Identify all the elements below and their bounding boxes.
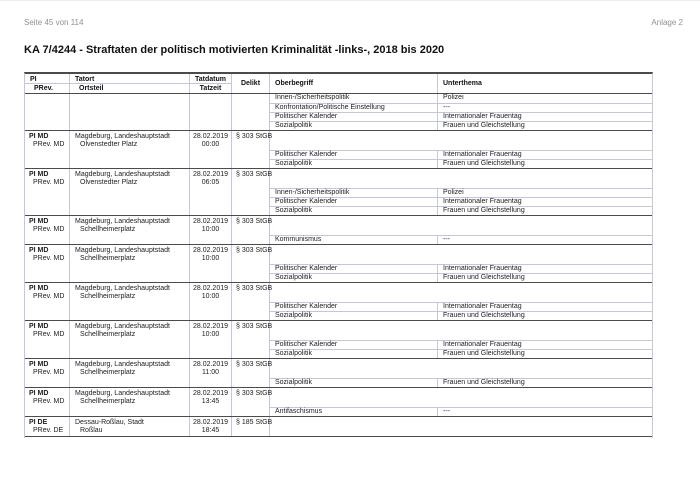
header-label-oberbegriff: Oberbegriff	[275, 80, 314, 87]
unterthema-cell: ---	[443, 104, 450, 111]
incident-table	[24, 72, 653, 438]
topics-header-gap	[270, 388, 653, 407]
tatdatum-cell	[190, 94, 232, 130]
incident-block	[25, 283, 652, 321]
tatort-cell	[70, 216, 190, 244]
oberbegriff-cell: Kommunismus	[270, 236, 438, 244]
pi-cell	[25, 94, 70, 130]
topic-row	[270, 407, 653, 416]
oberbegriff-cell: Politischer Kalender	[270, 198, 438, 206]
delikt-value: § 303 StGB	[236, 285, 273, 292]
tatdatum-value: 28.02.2019	[192, 218, 229, 225]
tatdatum-value: 28.02.2019	[192, 171, 229, 178]
tatort-cell	[70, 169, 190, 215]
unterthema-cell: Frauen und Gleichstellung	[443, 379, 525, 386]
ortsteil-value: Schellheimerplatz	[80, 331, 136, 338]
oberbegriff-cell: Politischer Kalender	[270, 303, 438, 311]
tatort-value: Magdeburg, Landeshauptstadt	[75, 323, 170, 330]
ortsteil-value: Roßlau	[80, 427, 103, 434]
topics-header-gap	[270, 169, 653, 188]
delikt-value: § 185 StGB	[236, 419, 273, 426]
header-cell-delikt	[232, 74, 270, 93]
tatzeit-value: 10:00	[201, 255, 220, 262]
delikt-cell	[232, 359, 273, 387]
unterthema-cell: Frauen und Gleichstellung	[443, 312, 525, 319]
unterthema-cell: Internationaler Frauentag	[443, 198, 522, 205]
pi-value: PI MD	[29, 361, 49, 368]
delikt-value: § 303 StGB	[236, 218, 273, 225]
tatort-cell	[70, 359, 190, 387]
tatort-value: Magdeburg, Landeshauptstadt	[75, 133, 170, 140]
unterthema-cell: Polizei	[443, 94, 464, 101]
tatzeit-value: 10:00	[201, 226, 220, 233]
oberbegriff-cell: Sozialpolitik	[270, 207, 438, 215]
topics-header-gap	[270, 359, 653, 378]
topics-header-gap	[270, 245, 653, 264]
tatort-cell	[70, 245, 190, 282]
tatort-cell	[70, 417, 190, 436]
prev-value: PRev. MD	[33, 331, 65, 338]
oberbegriff-cell: Sozialpolitik	[270, 274, 438, 282]
oberbegriff-cell: Sozialpolitik	[270, 312, 438, 320]
tatdatum-cell	[190, 131, 232, 168]
oberbegriff-cell: Politischer Kalender	[270, 113, 438, 121]
tatzeit-value: 00:00	[201, 141, 220, 148]
tatort-value: Magdeburg, Landeshauptstadt	[75, 361, 170, 368]
topics-header-gap	[270, 131, 653, 150]
tatzeit-value	[190, 96, 231, 97]
topic-row	[270, 197, 653, 206]
tatort-value: Magdeburg, Landeshauptstadt	[75, 171, 170, 178]
tatzeit-value: 13:45	[201, 398, 220, 405]
incident-block	[25, 216, 652, 245]
unterthema-cell: Frauen und Gleichstellung	[443, 207, 525, 214]
pi-cell	[25, 359, 70, 387]
tatdatum-cell	[190, 388, 232, 416]
unterthema-cell: Polizei	[443, 189, 464, 196]
tatdatum-value: 28.02.2019	[192, 390, 229, 397]
delikt-cell	[232, 321, 273, 358]
topic-row	[270, 121, 653, 130]
incident-block	[25, 321, 652, 359]
tatort-value: Magdeburg, Landeshauptstadt	[75, 247, 170, 254]
pi-cell	[25, 245, 70, 282]
prev-value	[25, 96, 69, 97]
pi-cell	[25, 131, 70, 168]
unterthema-cell: Internationaler Frauentag	[443, 151, 522, 158]
oberbegriff-cell: Politischer Kalender	[270, 265, 438, 273]
unterthema-cell: Frauen und Gleichstellung	[443, 274, 525, 281]
topic-row	[270, 273, 653, 282]
tatzeit-value: 10:00	[201, 331, 220, 338]
unterthema-cell: Internationaler Frauentag	[443, 265, 522, 272]
tatort-value: Dessau-Roßlau, Stadt	[75, 419, 144, 426]
tatdatum-value: 28.02.2019	[192, 419, 229, 426]
tatdatum-cell	[190, 321, 232, 358]
table-body	[25, 94, 652, 437]
oberbegriff-cell: Politischer Kalender	[270, 151, 438, 159]
topics-area	[270, 417, 653, 436]
header-cell-tatdatum	[190, 74, 232, 93]
prev-value: PRev. DE	[33, 427, 64, 434]
tatdatum-value: 28.02.2019	[192, 247, 229, 254]
ortsteil-value: Schellheimerplatz	[80, 255, 136, 262]
oberbegriff-cell: Konfrontation/Politische Einstellung	[270, 104, 438, 112]
prev-value: PRev. MD	[33, 141, 65, 148]
header-label-tatort: Tatort	[70, 74, 189, 84]
topics-header-gap	[270, 417, 653, 436]
tatort-cell	[70, 321, 190, 358]
tatort-cell	[70, 283, 190, 320]
header-label-tatzeit: Tatzeit	[199, 85, 222, 92]
oberbegriff-cell: Sozialpolitik	[270, 122, 438, 130]
topic-row	[270, 302, 653, 311]
pi-value: PI MD	[29, 323, 49, 330]
pi-value: PI MD	[29, 390, 49, 397]
pi-value: PI MD	[29, 247, 49, 254]
pi-value: PI MD	[29, 218, 49, 225]
table-header-row	[25, 74, 652, 94]
tatdatum-value: 28.02.2019	[192, 361, 229, 368]
topic-row	[270, 94, 653, 103]
topic-row	[270, 206, 653, 215]
topic-row	[270, 112, 653, 121]
topics-area	[270, 388, 653, 416]
tatdatum-value: 28.02.2019	[192, 133, 229, 140]
tatdatum-cell	[190, 216, 232, 244]
delikt-cell	[232, 131, 273, 168]
incident-block	[25, 359, 652, 388]
prev-value: PRev. MD	[33, 369, 65, 376]
topics-area	[270, 216, 653, 244]
oberbegriff-cell: Innen-/Sicherheitspolitik	[270, 189, 438, 197]
tatdatum-value: 28.02.2019	[192, 285, 229, 292]
topic-row	[270, 188, 653, 197]
page-header	[24, 18, 683, 27]
topic-row	[270, 378, 653, 387]
topics-area	[270, 245, 653, 282]
pi-cell	[25, 321, 70, 358]
pi-cell	[25, 169, 70, 215]
header-label-tatdatum: Tatdatum	[190, 74, 231, 84]
ortsteil-value: Schellheimerplatz	[80, 293, 136, 300]
annex-label: Anlage 2	[651, 18, 683, 27]
tatort-value: Magdeburg, Landeshauptstadt	[75, 390, 170, 397]
pi-cell	[25, 388, 70, 416]
incident-block	[25, 94, 652, 131]
delikt-cell	[232, 417, 273, 436]
delikt-cell	[232, 388, 273, 416]
tatort-value: Magdeburg, Landeshauptstadt	[75, 285, 170, 292]
incident-block	[25, 245, 652, 283]
topics-area	[270, 169, 653, 215]
page-indicator: Seite 45 von 114	[24, 18, 84, 27]
topics-area	[270, 283, 653, 320]
topic-row	[270, 150, 653, 159]
topic-row	[270, 159, 653, 168]
pi-cell	[25, 283, 70, 320]
delikt-value: § 303 StGB	[236, 390, 273, 397]
delikt-cell	[232, 245, 273, 282]
unterthema-cell: ---	[443, 408, 450, 415]
unterthema-cell: Internationaler Frauentag	[443, 113, 522, 120]
topic-row	[270, 349, 653, 358]
tatdatum-value: 28.02.2019	[192, 323, 229, 330]
tatdatum-cell	[190, 359, 232, 387]
incident-block	[25, 169, 652, 216]
topic-row	[270, 235, 653, 244]
header-cell-pi	[25, 74, 70, 93]
prev-value: PRev. MD	[33, 226, 65, 233]
header-label-pi: PI	[25, 74, 69, 84]
header-cell-unterthema	[438, 74, 653, 93]
delikt-cell	[232, 94, 270, 130]
topics-header-gap	[270, 321, 653, 340]
topics-header-gap	[270, 216, 653, 235]
prev-value: PRev. MD	[33, 398, 65, 405]
incident-block	[25, 388, 652, 417]
pi-value: PI MD	[29, 133, 49, 140]
delikt-cell	[232, 169, 273, 215]
tatdatum-cell	[190, 245, 232, 282]
tatort-cell	[70, 388, 190, 416]
ortsteil-value: Olvenstedter Platz	[80, 141, 138, 148]
tatort-value: Magdeburg, Landeshauptstadt	[75, 218, 170, 225]
tatzeit-value: 11:00	[202, 369, 219, 376]
oberbegriff-cell: Politischer Kalender	[270, 341, 438, 349]
ortsteil-value	[70, 96, 189, 97]
unterthema-cell: ---	[443, 236, 450, 243]
header-cell-oberbegriff	[270, 74, 438, 93]
unterthema-cell: Internationaler Frauentag	[443, 341, 522, 348]
oberbegriff-cell: Sozialpolitik	[270, 350, 438, 358]
topic-row	[270, 264, 653, 273]
tatdatum-cell	[190, 283, 232, 320]
topics-area	[270, 131, 653, 168]
pi-value: PI DE	[29, 419, 48, 426]
header-label-ortsteil: Ortsteil	[79, 85, 104, 92]
prev-value: PRev. MD	[33, 255, 65, 262]
unterthema-cell: Frauen und Gleichstellung	[443, 350, 525, 357]
topic-row	[270, 103, 653, 112]
ortsteil-value: Schellheimerplatz	[80, 398, 136, 405]
header-label-unterthema: Unterthema	[443, 80, 482, 87]
tatzeit-value: 10:00	[201, 293, 220, 300]
topics-area	[270, 359, 653, 387]
delikt-cell	[232, 216, 273, 244]
oberbegriff-cell: Innen-/Sicherheitspolitik	[270, 94, 438, 103]
unterthema-cell: Internationaler Frauentag	[443, 303, 522, 310]
tatzeit-value: 06:05	[201, 179, 220, 186]
ortsteil-value: Olvenstedter Platz	[80, 179, 138, 186]
pi-value: PI MD	[29, 285, 49, 292]
tatort-cell	[70, 94, 190, 130]
delikt-cell	[232, 283, 273, 320]
header-label-prev: PRev.	[34, 85, 53, 92]
ortsteil-value: Schellheimerplatz	[80, 226, 136, 233]
incident-block	[25, 131, 652, 169]
delikt-value: § 303 StGB	[236, 361, 273, 368]
prev-value: PRev. MD	[33, 293, 65, 300]
incident-block	[25, 417, 652, 437]
prev-value: PRev. MD	[33, 179, 65, 186]
pi-cell	[25, 417, 70, 436]
delikt-value: § 303 StGB	[236, 133, 273, 140]
unterthema-cell: Frauen und Gleichstellung	[443, 160, 525, 167]
delikt-value: § 303 StGB	[236, 247, 273, 254]
unterthema-cell: Frauen und Gleichstellung	[443, 122, 525, 129]
pi-cell	[25, 216, 70, 244]
tatort-cell	[70, 131, 190, 168]
oberbegriff-cell: Sozialpolitik	[270, 379, 438, 387]
topic-row	[270, 340, 653, 349]
topic-row	[270, 311, 653, 320]
oberbegriff-cell: Sozialpolitik	[270, 160, 438, 168]
topics-area	[270, 94, 653, 130]
tatdatum-cell	[190, 417, 232, 436]
topics-header-gap	[270, 283, 653, 302]
oberbegriff-cell: Antifaschismus	[270, 408, 438, 416]
ortsteil-value: Schellheimerplatz	[80, 369, 136, 376]
delikt-value: § 303 StGB	[236, 171, 273, 178]
tatzeit-value: 18:45	[201, 427, 220, 434]
delikt-value: § 303 StGB	[236, 323, 273, 330]
tatdatum-cell	[190, 169, 232, 215]
header-label-delikt: Delikt	[240, 80, 261, 87]
header-cell-tatort	[70, 74, 190, 93]
pi-value: PI MD	[29, 171, 49, 178]
topics-area	[270, 321, 653, 358]
page-title: KA 7/4244 - Straftaten der politisch motivierten Kriminalität -links-, 2018 bis 2020	[24, 44, 445, 56]
